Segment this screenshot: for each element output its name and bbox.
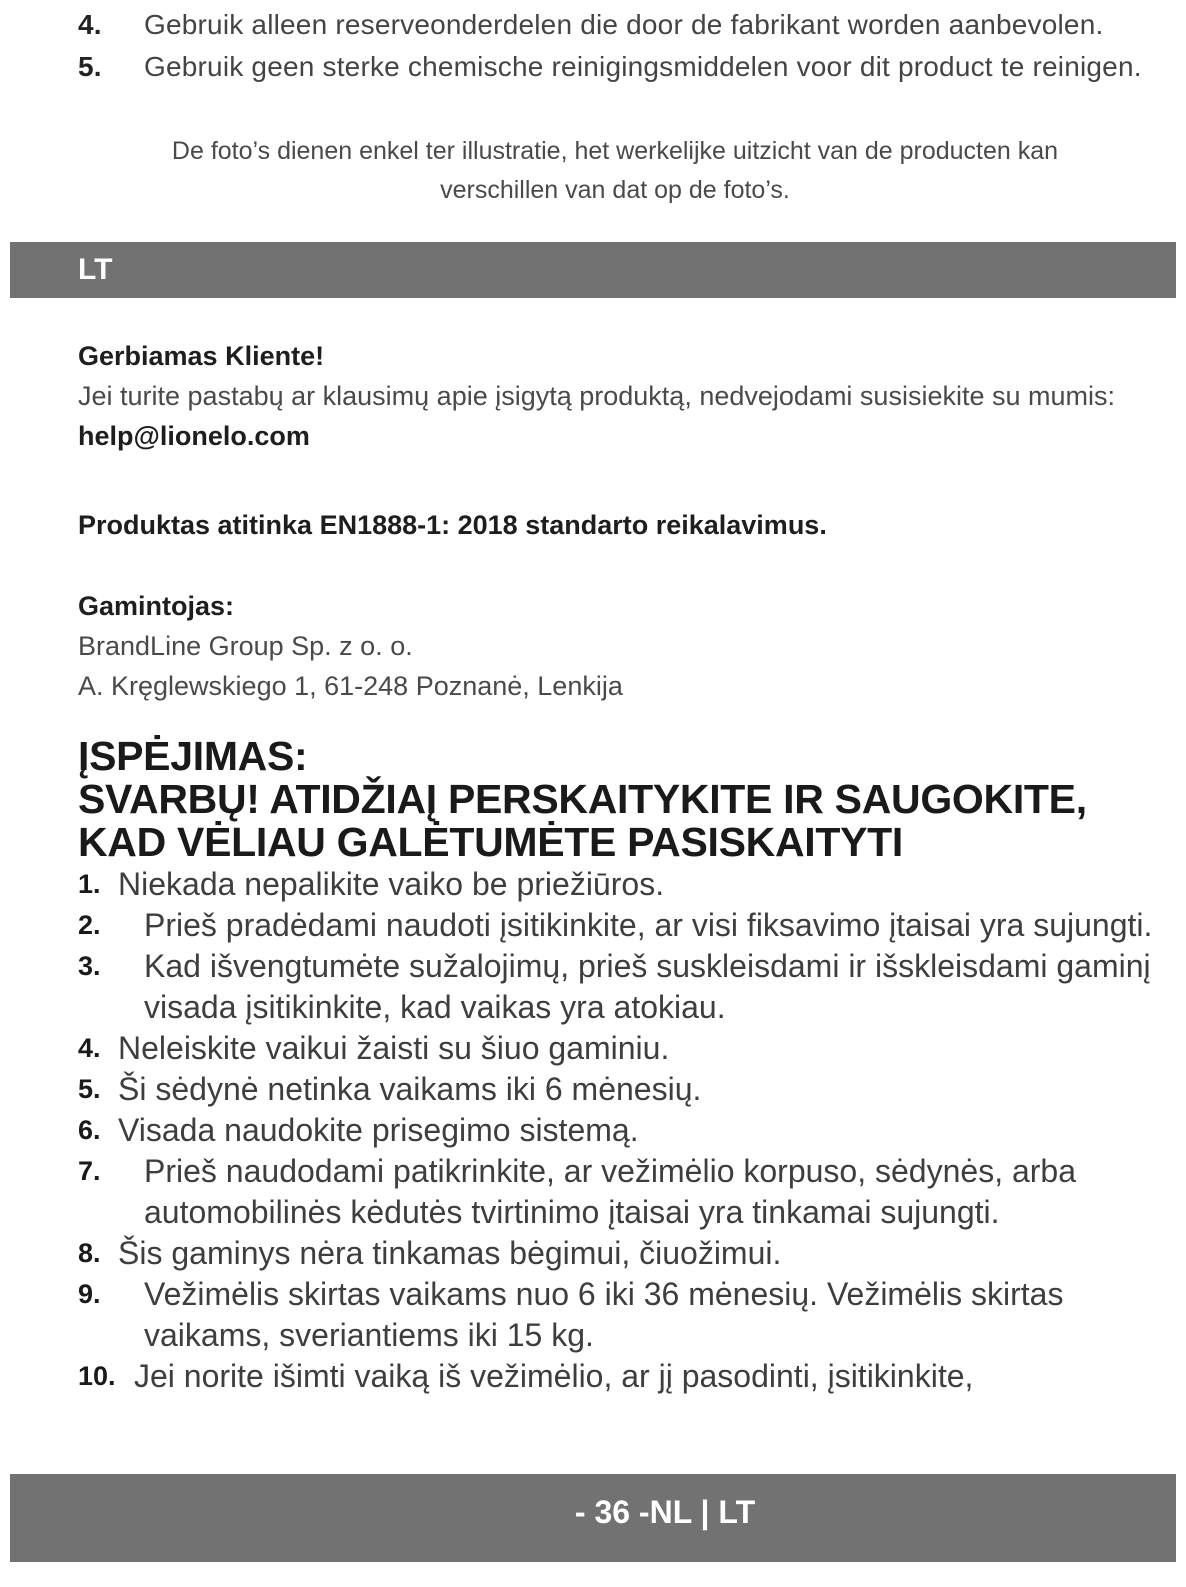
- list-item: [78, 4, 1168, 46]
- list-item: [78, 1233, 1168, 1274]
- list-number: 3.: [78, 951, 101, 981]
- list-item: [78, 1151, 1168, 1233]
- list-number: 1.: [78, 869, 101, 899]
- photo-disclaimer: [100, 132, 1130, 210]
- contact-paragraph: [78, 376, 1158, 456]
- list-item: [78, 946, 1168, 1028]
- list-text: Visada naudokite prisegimo sistemą.: [118, 1112, 639, 1148]
- list-text: Neleiskite vaikui žaisti su šiuo gaminiu.: [118, 1030, 670, 1066]
- list-text: Prieš naudodami patikrinkite, ar vežimėlio korpuso, sėdynės, arba automobilinės kėdutės tvirtinimo įtaisai yra tinkamai sujungti.: [144, 1153, 1077, 1230]
- list-number: 5.: [78, 51, 102, 82]
- warning-line: KAD VĖLIAU GALĖTUMĖTE PASISKAITYTI: [78, 819, 904, 865]
- list-number: 5.: [78, 1074, 101, 1104]
- list-text: Prieš pradėdami naudoti įsitikinkite, ar visi fiksavimo įtaisai yra sujungti.: [144, 907, 1153, 943]
- photo-disclaimer-line: De foto’s dienen enkel ter illustratie, het werkelijke uitzicht van de producten kan: [171, 137, 1059, 165]
- list-item: [78, 1356, 1168, 1397]
- manufacturer-address: A. Kręglewskiego 1, 61-248 Poznanė, Lenkija: [78, 671, 623, 701]
- list-text: Niekada nepalikite vaiko be priežiūros.: [118, 866, 665, 902]
- list-item: [78, 46, 1168, 88]
- list-text: Kad išvengtumėte sužalojimų, prieš suskleisdami ir išskleisdami gaminį visada įsitikinkite, kad vaikas yra atokiau.: [144, 948, 1151, 1025]
- list-text: Vežimėlis skirtas vaikams nuo 6 iki 36 mėnesių. Vežimėlis skirtas vaikams, sveriantiems iki 15 kg.: [144, 1276, 1064, 1353]
- list-text: Šis gaminys nėra tinkamas bėgimui, čiuožimui.: [118, 1235, 782, 1271]
- list-text: Jei norite išimti vaiką iš vežimėlio, ar jį pasodinti, įsitikinkite,: [134, 1358, 974, 1394]
- list-number: 2.: [78, 910, 101, 940]
- list-text: Gebruik geen sterke chemische reinigingsmiddelen voor dit product te reinigen.: [144, 51, 1142, 82]
- warning-line: ĮSPĖJIMAS:: [78, 733, 308, 779]
- lt-warnings-list: [78, 864, 1168, 1397]
- list-number: 9.: [78, 1279, 101, 1309]
- manufacturer-block: [78, 586, 623, 706]
- list-item: [78, 1110, 1168, 1151]
- standard-compliance: Produktas atitinka EN1888-1: 2018 standarto reikalavimus.: [78, 510, 827, 540]
- nl-instructions-list: [78, 4, 1168, 88]
- warning-heading: [78, 735, 1168, 864]
- greeting: Gerbiamas Kliente!: [78, 341, 325, 371]
- list-item: [78, 864, 1168, 905]
- list-number: 4.: [78, 1033, 101, 1063]
- contact-email: help@lionelo.com: [78, 421, 310, 451]
- list-item: [78, 1274, 1168, 1356]
- photo-disclaimer-line: verschillen van dat op de foto’s.: [440, 176, 790, 204]
- list-number: 10.: [78, 1361, 116, 1391]
- list-number: 6.: [78, 1115, 101, 1145]
- contact-block: [78, 336, 1158, 456]
- section-header-bar: [10, 242, 1176, 298]
- manufacturer-label: Gamintojas:: [78, 591, 235, 621]
- list-item: [78, 905, 1168, 946]
- list-text: Ši sėdynė netinka vaikams iki 6 mėnesių.: [118, 1071, 702, 1107]
- warning-line: SVARBŲ! ATIDŽIAĮ PERSKAITYKITE IR SAUGOKITE,: [78, 776, 1087, 822]
- list-text: Gebruik alleen reserveonderdelen die door de fabrikant worden aanbevolen.: [144, 9, 1104, 40]
- list-item: [78, 1069, 1168, 1110]
- list-number: 7.: [78, 1156, 101, 1186]
- list-number: 8.: [78, 1238, 101, 1268]
- section-header-label: LT: [78, 253, 113, 286]
- list-item: [78, 1028, 1168, 1069]
- contact-text: Jei turite pastabų ar klausimų apie įsigytą produktą, nedvejodami susisiekite su mumis:: [78, 381, 1115, 411]
- list-number: 4.: [78, 9, 102, 40]
- manufacturer-name: BrandLine Group Sp. z o. o.: [78, 631, 413, 661]
- page-number: - 36 -NL | LT: [574, 1494, 756, 1530]
